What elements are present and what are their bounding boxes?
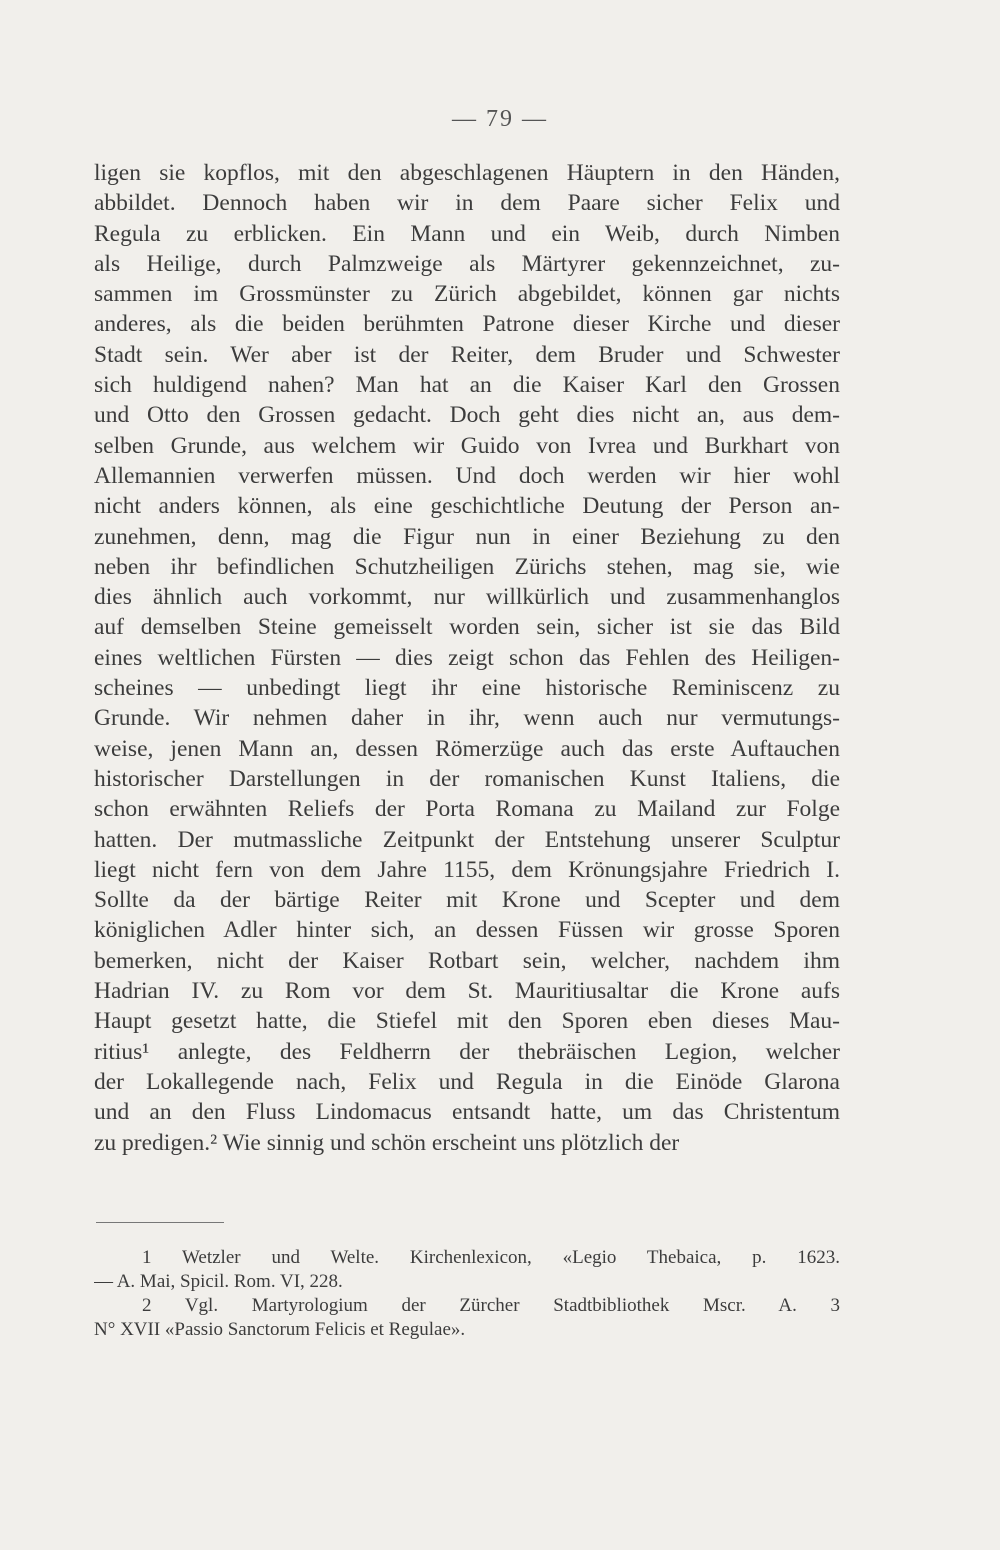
footnote-line: N° XVII «Passio Sanctorum Felicis et Regulae». bbox=[94, 1319, 466, 1340]
body-line: Regula zu erblicken. Ein Mann und ein Weib, durch Nimben bbox=[94, 220, 840, 247]
body-line: Sollte da der bärtige Reiter mit Krone und Scepter und dem bbox=[94, 887, 840, 914]
footnotes bbox=[94, 1246, 840, 1342]
body-line: als Heilige, durch Palmzweige als Märtyrer gekennzeichnet, zu- bbox=[94, 250, 840, 277]
body-line: königlichen Adler hinter sich, an dessen Füssen wir grosse Sporen bbox=[94, 917, 840, 944]
body-line: selben Grunde, aus welchem wir Guido von Ivrea und Burkhart von bbox=[94, 432, 840, 459]
body-line: zunehmen, denn, mag die Figur nun in einer Beziehung zu den bbox=[94, 523, 840, 550]
body-line: neben ihr befindlichen Schutzheiligen Zürichs stehen, mag sie, wie bbox=[94, 553, 840, 580]
body-line: Haupt gesetzt hatte, die Stiefel mit den Sporen eben dieses Mau- bbox=[94, 1008, 840, 1035]
body-line: ritius¹ anlegte, des Feldherrn der thebräischen Legion, welcher bbox=[94, 1038, 840, 1065]
body-text bbox=[94, 158, 840, 1158]
body-line: hatten. Der mutmassliche Zeitpunkt der Entstehung unserer Sculptur bbox=[94, 826, 840, 853]
body-line: dies ähnlich auch vorkommt, nur willkürlich und zusammenhanglos bbox=[94, 584, 840, 611]
footnote-line: — A. Mai, Spicil. Rom. VI, 228. bbox=[94, 1271, 343, 1292]
body-line: eines weltlichen Fürsten — dies zeigt schon das Fehlen des Heiligen- bbox=[94, 644, 840, 671]
body-line: sich huldigend nahen? Man hat an die Kaiser Karl den Grossen bbox=[94, 372, 840, 399]
body-line: sammen im Grossmünster zu Zürich abgebildet, können gar nichts bbox=[94, 281, 840, 308]
body-line: und an den Fluss Lindomacus entsandt hatte, um das Christentum bbox=[94, 1099, 840, 1126]
footnote-divider bbox=[96, 1222, 224, 1223]
body-line: und Otto den Grossen gedacht. Doch geht dies nicht an, aus dem- bbox=[94, 402, 840, 429]
body-line: liegt nicht fern von dem Jahre 1155, dem Krönungsjahre Friedrich I. bbox=[94, 856, 840, 883]
body-line: anderes, als die beiden berühmten Patrone dieser Kirche und dieser bbox=[94, 311, 840, 338]
body-line: Allemannien verwerfen müssen. Und doch werden wir hier wohl bbox=[94, 462, 840, 489]
body-line: Stadt sein. Wer aber ist der Reiter, dem Bruder und Schwester bbox=[94, 341, 840, 368]
page-number: — 79 — bbox=[452, 106, 548, 132]
body-line: bemerken, nicht der Kaiser Rotbart sein, welcher, nachdem ihm bbox=[94, 947, 840, 974]
body-line: abbildet. Dennoch haben wir in dem Paare sicher Felix und bbox=[94, 190, 840, 217]
body-line: Grunde. Wir nehmen daher in ihr, wenn auch nur vermutungs- bbox=[94, 705, 840, 732]
body-line: scheines — unbedingt liegt ihr eine historische Reminiscenz zu bbox=[94, 675, 840, 702]
body-line: ligen sie kopflos, mit den abgeschlagenen Häuptern in den Händen, bbox=[94, 160, 840, 186]
body-line: der Lokallegende nach, Felix und Regula in die Einöde Glarona bbox=[94, 1068, 840, 1095]
body-line: Hadrian IV. zu Rom vor dem St. Mauritiusaltar die Krone aufs bbox=[94, 978, 840, 1005]
footnote-line: 2 Vgl. Martyrologium der Zürcher Stadtbibliothek Mscr. A. 3 bbox=[142, 1295, 840, 1316]
body-line: schon erwähnten Reliefs der Porta Romana zu Mailand zur Folge bbox=[94, 796, 840, 823]
footnote-line: 1 Wetzler und Welte. Kirchenlexicon, «Legio Thebaica, p. 1623. bbox=[142, 1247, 840, 1268]
body-line: auf demselben Steine gemeisselt worden sein, sicher ist sie das Bild bbox=[94, 614, 840, 641]
body-line: weise, jenen Mann an, dessen Römerzüge auch das erste Auftauchen bbox=[94, 735, 840, 762]
body-line: zu predigen.² Wie sinnig und schön erscheint uns plötzlich der bbox=[94, 1129, 680, 1156]
body-line: historischer Darstellungen in der romanischen Kunst Italiens, die bbox=[94, 765, 840, 792]
body-line: nicht anders können, als eine geschichtliche Deutung der Person an- bbox=[94, 493, 840, 520]
